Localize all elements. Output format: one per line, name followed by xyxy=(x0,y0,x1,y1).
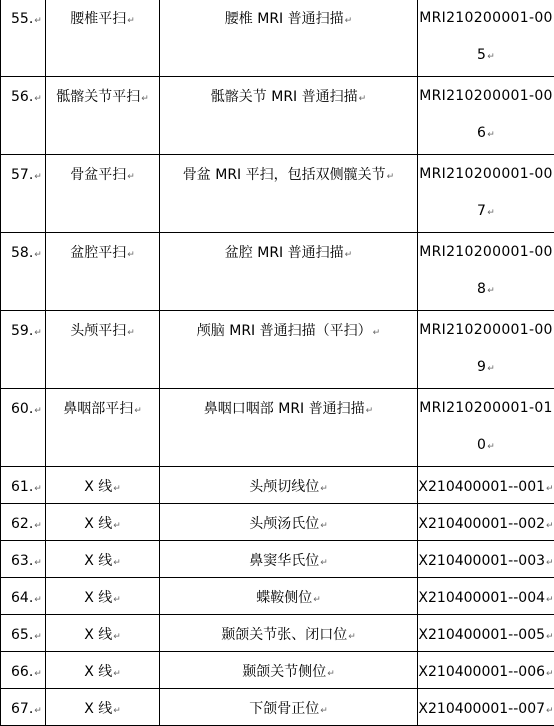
paragraph-mark: ↵ xyxy=(546,484,554,494)
paragraph-mark: ↵ xyxy=(366,406,374,416)
item-description: 骶髂关节 MRI 普通扫描↵ xyxy=(160,77,417,108)
row-number: 56.↵ xyxy=(1,77,45,108)
item-code: X210400001--007↵ xyxy=(418,689,554,720)
table-row xyxy=(1,389,554,467)
paragraph-mark: ↵ xyxy=(345,16,353,26)
paragraph-mark: ↵ xyxy=(313,595,321,605)
paragraph-mark: ↵ xyxy=(546,706,554,716)
paragraph-mark: ↵ xyxy=(34,16,42,26)
paragraph-mark: ↵ xyxy=(34,484,42,494)
paragraph-mark: ↵ xyxy=(487,442,495,452)
item-name: X 线↵ xyxy=(46,504,159,535)
paragraph-mark: ↵ xyxy=(134,406,142,416)
row-number: 62.↵ xyxy=(1,504,45,535)
item-description: 鼻窦华氏位↵ xyxy=(160,541,417,572)
item-code: X210400001--006↵ xyxy=(418,652,554,683)
paragraph-mark: ↵ xyxy=(320,484,328,494)
paragraph-mark: ↵ xyxy=(345,250,353,260)
row-number: 66.↵ xyxy=(1,652,45,683)
item-name: X 线↵ xyxy=(46,541,159,572)
paragraph-mark: ↵ xyxy=(113,558,121,568)
table-row xyxy=(1,311,554,389)
paragraph-mark: ↵ xyxy=(113,484,121,494)
paragraph-mark: ↵ xyxy=(546,521,554,531)
table-row xyxy=(1,467,554,504)
item-code: X210400001--003↵ xyxy=(418,541,554,572)
item-description: 蝶鞍侧位↵ xyxy=(160,578,417,609)
paragraph-mark: ↵ xyxy=(127,328,135,338)
item-description: 颞颌关节张、闭口位↵ xyxy=(160,615,417,646)
paragraph-mark: ↵ xyxy=(34,558,42,568)
row-number: 64.↵ xyxy=(1,578,45,609)
paragraph-mark: ↵ xyxy=(327,669,335,679)
paragraph-mark: ↵ xyxy=(546,595,554,605)
paragraph-mark: ↵ xyxy=(320,706,328,716)
paragraph-mark: ↵ xyxy=(34,328,42,338)
table-row xyxy=(1,504,554,541)
table-row xyxy=(1,689,554,726)
paragraph-mark: ↵ xyxy=(127,16,135,26)
item-description: 下颌骨正位↵ xyxy=(160,689,417,720)
paragraph-mark: ↵ xyxy=(113,521,121,531)
row-number: 65.↵ xyxy=(1,615,45,646)
item-code: X210400001--002↵ xyxy=(418,504,554,535)
paragraph-mark: ↵ xyxy=(487,208,495,218)
table-row xyxy=(1,155,554,233)
paragraph-mark: ↵ xyxy=(34,632,42,642)
paragraph-mark: ↵ xyxy=(546,632,554,642)
item-code: MRI210200001-00 9↵ xyxy=(418,311,554,389)
item-description: 腰椎 MRI 普通扫描↵ xyxy=(160,0,417,30)
item-description: 盆腔 MRI 普通扫描↵ xyxy=(160,233,417,264)
item-code: MRI210200001-00 6↵ xyxy=(418,77,554,155)
paragraph-mark: ↵ xyxy=(34,521,42,531)
item-name: 骨盆平扫↵ xyxy=(46,155,159,186)
item-name: X 线↵ xyxy=(46,467,159,498)
paragraph-mark: ↵ xyxy=(113,595,121,605)
table-row xyxy=(1,77,554,155)
paragraph-mark: ↵ xyxy=(546,669,554,679)
row-number: 59.↵ xyxy=(1,311,45,342)
row-number: 55.↵ xyxy=(1,0,45,30)
item-code: MRI210200001-00 5↵ xyxy=(418,0,554,76)
item-description: 鼻咽口咽部 MRI 普通扫描↵ xyxy=(160,389,417,420)
row-number: 63.↵ xyxy=(1,541,45,572)
table-row xyxy=(1,578,554,615)
paragraph-mark: ↵ xyxy=(487,130,495,140)
item-code: MRI210200001-00 7↵ xyxy=(418,155,554,233)
paragraph-mark: ↵ xyxy=(113,669,121,679)
item-code: X210400001--005↵ xyxy=(418,615,554,646)
item-code: MRI210200001-00 8↵ xyxy=(418,233,554,311)
row-number: 67.↵ xyxy=(1,689,45,720)
item-description: 颞颌关节侧位↵ xyxy=(160,652,417,683)
item-description: 头颅切线位↵ xyxy=(160,467,417,498)
paragraph-mark: ↵ xyxy=(34,250,42,260)
row-number: 58.↵ xyxy=(1,233,45,264)
item-name: 盆腔平扫↵ xyxy=(46,233,159,264)
paragraph-mark: ↵ xyxy=(348,632,356,642)
table-row xyxy=(1,0,554,77)
table-row xyxy=(1,615,554,652)
table-row xyxy=(1,652,554,689)
paragraph-mark: ↵ xyxy=(359,94,367,104)
paragraph-mark: ↵ xyxy=(387,172,395,182)
paragraph-mark: ↵ xyxy=(34,172,42,182)
paragraph-mark: ↵ xyxy=(373,328,381,338)
row-number: 61.↵ xyxy=(1,467,45,498)
table-row xyxy=(1,541,554,578)
paragraph-mark: ↵ xyxy=(127,172,135,182)
item-description: 头颅汤氏位↵ xyxy=(160,504,417,535)
paragraph-mark: ↵ xyxy=(127,250,135,260)
item-code: X210400001--001↵ xyxy=(418,467,554,498)
paragraph-mark: ↵ xyxy=(320,521,328,531)
paragraph-mark: ↵ xyxy=(487,364,495,374)
table-row xyxy=(1,233,554,311)
item-name: X 线↵ xyxy=(46,578,159,609)
paragraph-mark: ↵ xyxy=(34,706,42,716)
item-description: 骨盆 MRI 平扫，包括双侧髋关节↵ xyxy=(160,155,417,186)
paragraph-mark: ↵ xyxy=(113,706,121,716)
item-name: 骶髂关节平扫↵ xyxy=(46,77,159,108)
item-code: MRI210200001-01 0↵ xyxy=(418,389,554,467)
item-name: 头颅平扫↵ xyxy=(46,311,159,342)
item-code: X210400001--004↵ xyxy=(418,578,554,609)
paragraph-mark: ↵ xyxy=(141,94,149,104)
item-name: 鼻咽部平扫↵ xyxy=(46,389,159,420)
item-name: 腰椎平扫↵ xyxy=(46,0,159,30)
item-name: X 线↵ xyxy=(46,615,159,646)
paragraph-mark: ↵ xyxy=(320,558,328,568)
paragraph-mark: ↵ xyxy=(487,52,495,62)
paragraph-mark: ↵ xyxy=(34,669,42,679)
paragraph-mark: ↵ xyxy=(546,558,554,568)
item-name: X 线↵ xyxy=(46,689,159,720)
paragraph-mark: ↵ xyxy=(34,406,42,416)
paragraph-mark: ↵ xyxy=(113,632,121,642)
paragraph-mark: ↵ xyxy=(34,595,42,605)
item-name: X 线↵ xyxy=(46,652,159,683)
paragraph-mark: ↵ xyxy=(487,286,495,296)
row-number: 57.↵ xyxy=(1,155,45,186)
paragraph-mark: ↵ xyxy=(34,94,42,104)
row-number: 60.↵ xyxy=(1,389,45,420)
item-description: 颅脑 MRI 普通扫描（平扫）↵ xyxy=(160,311,417,342)
